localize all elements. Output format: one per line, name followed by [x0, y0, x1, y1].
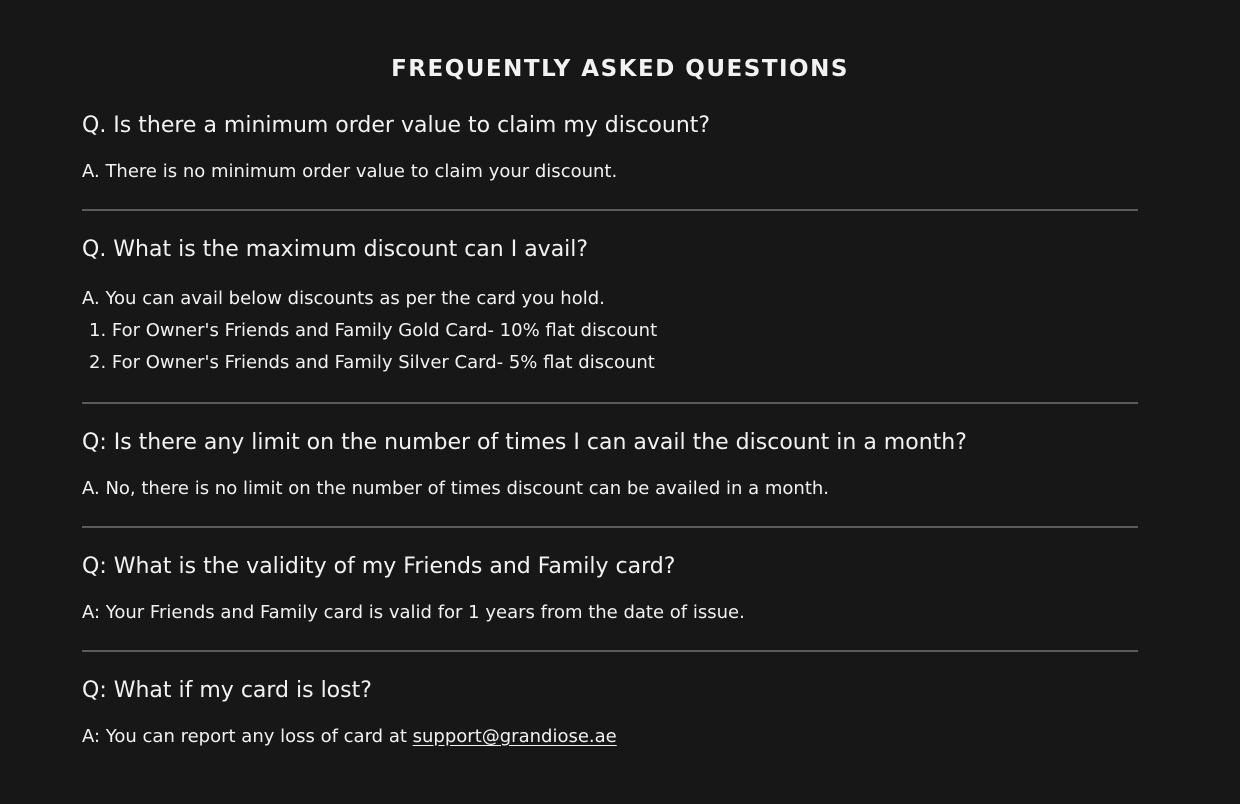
discount-list	[82, 315, 657, 379]
list-item-gold-card: 1. For Owner's Friends and Family Gold Card- 10% flat discount	[89, 320, 658, 341]
faq-question-3: Q: Is there any limit on the number of times I can avail the discount in a month?	[82, 430, 967, 455]
faq-answer-4: A: Your Friends and Family card is valid for 1 years from the date of issue.	[82, 602, 745, 623]
faq-divider	[82, 402, 1138, 404]
faq-answer-5	[82, 725, 617, 749]
faq-answer-3: A. No, there is no limit on the number of times discount can be availed in a month.	[82, 478, 830, 499]
list-item-silver-card: 2. For Owner's Friends and Family Silver Card- 5% flat discount	[89, 352, 655, 373]
faq-question-2: Q. What is the maximum discount can I avail?	[82, 237, 589, 262]
faq-divider	[82, 209, 1138, 211]
faq-question-5: Q: What if my card is lost?	[82, 678, 372, 703]
faq-title: FREQUENTLY ASKED QUESTIONS	[391, 56, 849, 82]
faq-answer-2: A. You can avail below discounts as per the card you hold.	[82, 288, 605, 309]
support-email-link[interactable]: support@grandiose.ae	[412, 726, 617, 747]
faq-divider	[82, 526, 1138, 528]
faq-question-1: Q. Is there a minimum order value to claim my discount?	[82, 113, 711, 138]
faq-answer-1: A. There is no minimum order value to claim your discount.	[82, 161, 618, 182]
faq-answer-5-text: A: You can report any loss of card at	[82, 726, 413, 747]
faq-question-4: Q: What is the validity of my Friends and Family card?	[82, 554, 676, 579]
faq-divider	[82, 650, 1138, 652]
